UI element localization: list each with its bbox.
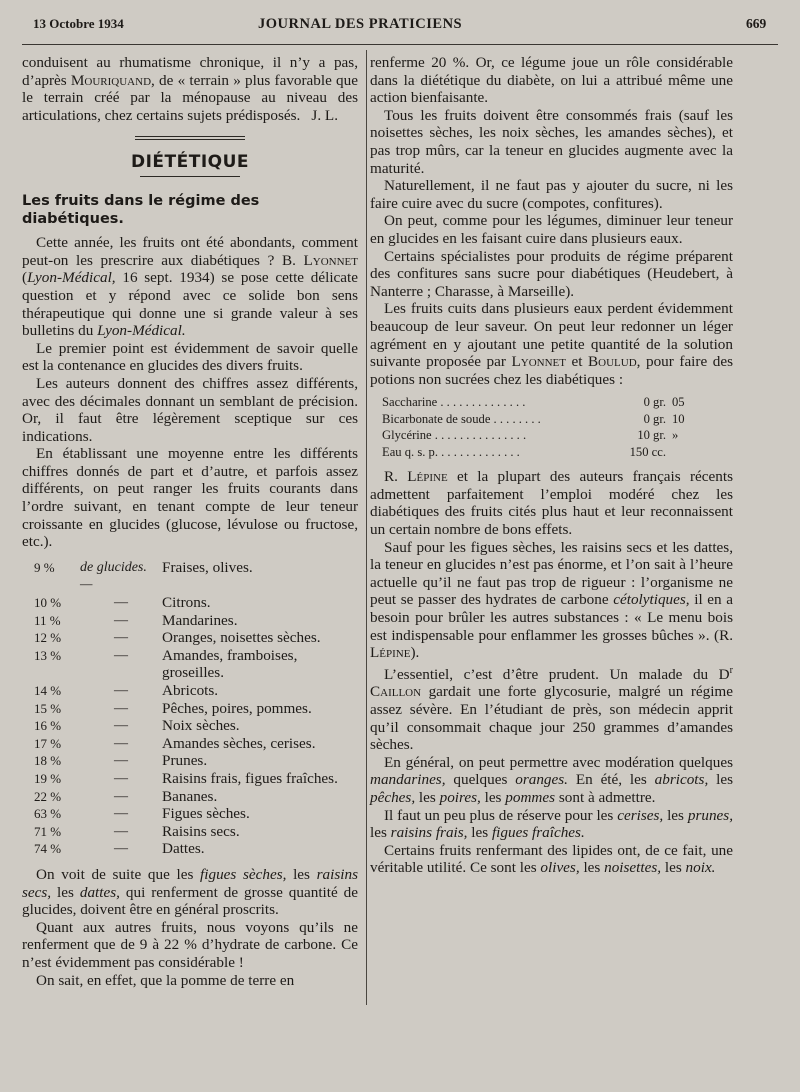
article-title: Les fruits dans le régime des diabétiques. <box>22 192 260 227</box>
table-row <box>22 647 358 682</box>
paragraph: On peut, comme pour les légumes, diminuer leur teneur en glucides en les faisant cuire dans plusieurs eaux. <box>370 212 733 247</box>
table-row <box>22 805 358 823</box>
table-row <box>22 770 358 788</box>
recipe-qty: 0 gr. <box>643 411 666 426</box>
paragraph: Les fruits cuits dans plusieurs eaux perdent évidemment beaucoup de leur saveur. On peut leur redonner un léger agrément en y ajoutant une petite quantité de la solution suivante proposée par Lyonnet et Boulud, pour faire des potions non sucrées chez les diabétiques : <box>370 300 733 388</box>
glucide-percent: 74 % <box>34 841 62 857</box>
table-row <box>382 427 722 444</box>
section-separator <box>135 136 245 140</box>
ditto-dash: — <box>114 718 128 734</box>
paragraph: Quant aux autres fruits, nous voyons qu’ils ne renferment que de 9 à 22 % d’hydrate de carbone. Ce n’est évidemment pas considérable ! <box>22 918 358 971</box>
paragraph: Le premier point est évidemment de savoir quelle est la contenance en glucides des divers fruits. <box>22 339 358 375</box>
fruit-names: Prunes. <box>162 752 208 770</box>
glucide-percent: 63 % <box>34 806 62 822</box>
fruit-names: Raisins frais, figues fraîches. <box>162 769 338 787</box>
ditto-dash: — <box>114 595 128 611</box>
ditto-dash: — <box>114 770 128 786</box>
glucide-percent: 13 % <box>34 647 62 663</box>
paragraph: Il faut un peu plus de réserve pour les cerises, les prunes, les raisins frais, les figues fraîches. <box>370 806 733 842</box>
intro-paragraph: conduisent au rhumatisme chronique, il n’y a pas, d’après Mouriquand, de « terrain » plus favorable que le terrain créé par la ménopause au niveau des articulations, chez certains sujets prédisposés. <box>22 54 358 124</box>
table-row <box>22 823 358 841</box>
ditto-dash: — <box>114 647 128 663</box>
paragraph: R. Lépine et la plupart des auteurs français récents admettent parfaitement l’emploi modéré chez les diabétiques des fruits cités plus haut et leur reconnaissent un certain nombre de bons effets. <box>370 468 733 539</box>
table-row <box>382 394 722 411</box>
recipe-unit <box>666 444 722 461</box>
paragraph: renferme 20 %. Or, ce légume joue un rôle considérable dans la diététique du diabète, on lui a attribué même une action bienfaisante. <box>370 54 733 107</box>
glucide-label: de glucides. — <box>80 559 147 593</box>
fruit-names: Pêches, poires, pommes. <box>162 699 312 717</box>
recipe-qty: 150 cc. <box>629 444 666 459</box>
glucide-percent: 16 % <box>34 718 62 734</box>
table-row <box>382 444 722 461</box>
glucide-percent: 14 % <box>34 683 62 698</box>
signature: J. L. <box>311 106 338 124</box>
fruit-names: Dattes. <box>162 840 205 858</box>
glucide-percent: 71 % <box>34 823 62 839</box>
glucide-percent: 12 % <box>34 630 62 646</box>
title-rule <box>140 176 240 177</box>
fruit-names: Amandes sèches, cerises. <box>162 734 316 752</box>
table-row <box>22 700 358 718</box>
recipe-qty: 0 gr. <box>643 395 666 410</box>
section-title: DIÉTÉTIQUE <box>130 152 250 173</box>
journal-title: JOURNAL DES PRATICIENS <box>258 16 463 32</box>
fruit-names: Amandes, framboises, groseilles. <box>162 646 298 682</box>
fruit-names: Abricots. <box>162 682 219 699</box>
ditto-dash: — <box>114 630 128 646</box>
paragraph: Certains fruits renfermant des lipides ont, de ce fait, une véritable utilité. Ce sont les olives, les noisettes, les noix. <box>370 841 733 877</box>
table-row <box>22 735 358 753</box>
recipe-unit: 10 <box>672 411 685 426</box>
issue-date: 13 Octobre 1934 <box>33 16 124 31</box>
ditto-dash: — <box>114 753 128 769</box>
table-row <box>22 559 358 594</box>
page-number: 669 <box>746 16 767 31</box>
fruit-names: Noix sèches. <box>162 717 240 735</box>
glucide-percent: 11 % <box>34 612 61 628</box>
running-header <box>0 16 800 38</box>
glucide-percent: 18 % <box>34 753 62 769</box>
fruit-names: Bananes. <box>162 787 218 805</box>
paragraph: On sait, en effet, que la pomme de terre en <box>36 971 295 989</box>
paragraph: Tous les fruits doivent être consommés frais (sauf les noisettes sèches, les noix sèches, les amandes sèches), et pas trop mûrs, car la teneur en glucides augmente avec la maturité. <box>370 106 733 177</box>
left-column <box>22 54 358 989</box>
right-column <box>370 54 733 877</box>
fruit-names: Citrons. <box>162 594 211 612</box>
table-row <box>22 752 358 770</box>
paragraph: En établissant une moyenne entre les différents chiffres donnés de part et d’autre, et parfois assez différents, on peut ranger les fruits courants dans l’ordre suivant, en tenant compte de leur teneur croissante en glucides (glucose, lévulose ou fructose, etc.). <box>22 445 358 551</box>
recipe-name: Bicarbonate de soude . . . . . . . . <box>382 411 541 426</box>
ditto-dash: — <box>114 612 128 628</box>
header-rule <box>22 44 778 45</box>
paragraph: En général, on peut permettre avec modération quelques mandarines, quelques oranges. En été, les abricots, les pêches, les poires, les pommes sont à admettre. <box>370 753 733 807</box>
fruit-names: Figues sèches. <box>162 805 250 823</box>
table-row <box>22 629 358 647</box>
column-divider <box>366 50 367 1005</box>
glucide-percent: 10 % <box>34 595 62 611</box>
fruit-names: Oranges, noisettes sèches. <box>162 629 321 647</box>
recipe-unit: 05 <box>672 395 685 410</box>
paragraph: Cette année, les fruits ont été abondants, comment peut-on les prescrire aux diabétiques ? B. Lyonnet (Lyon-Médical, 16 sept. 1934) se pose cette délicate question et y répond avec ce solide bon sens thérapeutique qui donne une si grande valeur à ses bulletins du Lyon-Médical. <box>22 234 358 340</box>
ditto-dash: — <box>114 700 128 716</box>
glucide-percent: 9 % <box>34 559 55 575</box>
ditto-dash: — <box>114 683 128 698</box>
table-row <box>22 788 358 806</box>
glucide-percent: 15 % <box>34 700 62 716</box>
glucide-percent: 17 % <box>34 735 62 751</box>
paragraph: Certains spécialistes pour produits de régime préparent des confitures sans sucre pour diabétiques (Heudebert, à Nanterre ; Charasse, à Marseille). <box>370 247 733 300</box>
author-name: Mouriquand <box>70 71 152 89</box>
ditto-dash: — <box>114 823 128 839</box>
glucide-table <box>22 559 358 858</box>
paragraph: L’essentiel, c’est d’être prudent. Un malade du $D^r$ Caillon gardait une forte glycosurie, malgré un régime assez sévère. En l’étudiant de près, son médecin apprit qu’il consommait chaque jour 250 grammes d’amandes sèches. <box>370 664 733 754</box>
glucide-percent: 22 % <box>34 788 62 804</box>
recipe-name: Eau q. s. p. . . . . . . . . . . . . . <box>382 444 520 459</box>
recipe-unit: » <box>672 428 679 443</box>
fruit-names: Raisins secs. <box>162 822 240 840</box>
table-row <box>22 717 358 735</box>
recipe-table <box>382 394 722 460</box>
fruit-names: Mandarines. <box>162 611 238 629</box>
table-row <box>22 840 358 858</box>
fruit-names: Fraises, olives. <box>162 558 253 576</box>
ditto-dash: — <box>114 841 128 857</box>
ditto-dash: — <box>114 806 128 822</box>
glucide-percent: 19 % <box>34 770 62 786</box>
table-row <box>22 594 358 612</box>
paragraph: Sauf pour les figues sèches, les raisins secs et les dattes, la teneur en glucides n’est pas énorme, et l’on sait à l’heure actuelle qu’il ne faut pas trop de rigueur : l’organisme ne peut se passer des hydrates de carbone cétolytiques, il en a besoin pour brûler les autres substances : « Le menu bois est indispensable pour enflammer les grosses bûches ». (R. Lépine). <box>370 538 733 662</box>
paragraph: Naturellement, il ne faut pas y ajouter du sucre, ni les faire cuire avec du sucre (compotes, confitures). <box>370 177 733 212</box>
paragraph: On voit de suite que les figues sèches, les raisins secs, les dattes, qui renferment de grosse quantité de glucides, doivent être en général proscrits. <box>22 865 358 919</box>
ditto-dash: — <box>114 735 128 751</box>
recipe-name: Saccharine . . . . . . . . . . . . . . <box>382 395 526 410</box>
table-row <box>22 682 358 700</box>
paragraph: Les auteurs donnent des chiffres assez différents, avec des décimales donnant un semblant de précision. Or, il faut être légèrement sceptique sur ces indications. <box>22 374 358 445</box>
table-row <box>382 411 722 428</box>
recipe-name: Glycérine . . . . . . . . . . . . . . . <box>382 428 527 443</box>
recipe-qty: 10 gr. <box>637 428 666 443</box>
ditto-dash: — <box>114 788 128 804</box>
table-row <box>22 612 358 630</box>
